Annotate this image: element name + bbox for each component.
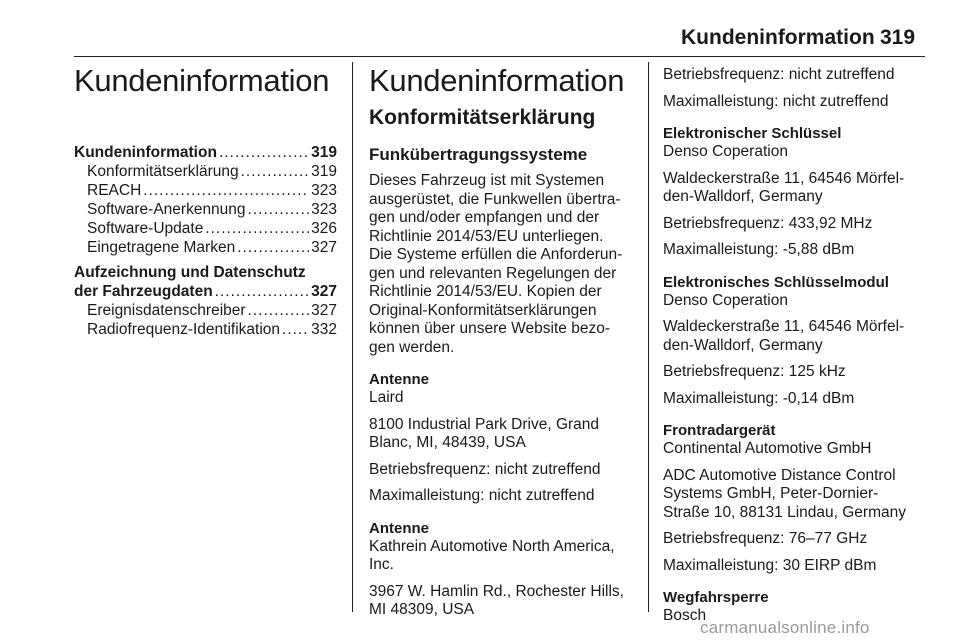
toc-entry[interactable] xyxy=(74,219,337,238)
toc-label: Konformitätserklärung xyxy=(87,163,239,180)
frequency: Betriebsfrequenz: 125 kHz xyxy=(663,363,846,380)
frequency: Betriebsfrequenz: nicht zutreffend xyxy=(369,460,601,478)
toc-leader xyxy=(282,320,309,339)
manufacturer: Kathrein Automotive North America, Inc. xyxy=(369,537,615,573)
topic-heading: Funkübertragungssysteme xyxy=(369,145,588,164)
toc-entry-line1[interactable]: Aufzeichnung und Datenschutz xyxy=(74,264,306,281)
toc-entry[interactable] xyxy=(74,162,337,181)
column-divider-2 xyxy=(648,62,649,612)
key-module-block xyxy=(663,274,928,409)
component-label: Antenne xyxy=(369,519,429,537)
toc-page: 332 xyxy=(311,321,337,338)
toc-page: 327 xyxy=(311,302,337,319)
toc-leader xyxy=(143,181,309,200)
toc-leader xyxy=(205,219,309,238)
content-column-2 xyxy=(369,62,635,620)
toc-leader xyxy=(219,143,309,162)
toc-page: 319 xyxy=(311,144,337,161)
manufacturer: Continental Automotive GmbH xyxy=(663,440,872,457)
toc-page: 323 xyxy=(311,182,337,199)
toc-label: der Fahrzeugdaten xyxy=(74,283,213,300)
component-label: Elektronischer Schlüssel xyxy=(663,125,842,142)
max-power: Maximalleistung: -0,14 dBm xyxy=(663,389,855,407)
toc-label: Radiofrequenz-Identifikation xyxy=(87,321,281,338)
component-label: Frontradargerät xyxy=(663,422,776,439)
toc-leader xyxy=(241,162,310,181)
front-radar-block xyxy=(663,422,928,575)
toc-page: 326 xyxy=(311,220,337,237)
header-rule xyxy=(74,56,925,57)
toc-entry[interactable] xyxy=(74,301,337,320)
toc-entry[interactable] xyxy=(74,238,337,257)
toc-page: 319 xyxy=(311,163,337,180)
address: Waldeckerstraße 11, 64546 Mörfel- den-Walldorf, Germany xyxy=(663,169,905,205)
intro-paragraph: Dieses Fahrzeug ist mit Systemen ausgerüstet, die Funkwellen übertra- gen und/oder empfangen und der Richtlinie 2014/53/EU unterliegen. Die Systeme erfüllen die Anforderun- gen und relevanten Regelungen der Richtlinie 2014/53/EU. Kopien der Original-Konformitätserklärungen können über unsere Website bezo- gen werden. xyxy=(369,172,623,356)
antenna-laird-block xyxy=(369,371,635,506)
address: ADC Automotive Distance Control Systems GmbH, Peter-Dornier- Straße 10, 88131 Lindau, Germany xyxy=(663,466,906,521)
toc-page: 327 xyxy=(311,239,337,256)
toc-label: Kundeninformation xyxy=(74,144,217,161)
manufacturer: Denso Coperation xyxy=(663,291,788,309)
section-title: Kundeninformation xyxy=(369,63,625,98)
table-of-contents xyxy=(74,143,337,339)
component-label: Antenne xyxy=(369,371,429,388)
toc-page: 323 xyxy=(311,201,337,218)
toc-label: Eingetragene Marken xyxy=(87,239,236,256)
max-power: Maximalleistung: nicht zutreffend xyxy=(663,92,889,110)
frequency: Betriebsfrequenz: nicht zutreffend xyxy=(663,66,895,83)
page-number: 319 xyxy=(880,26,916,49)
toc-label: Software-Update xyxy=(87,220,204,237)
max-power: Maximalleistung: nicht zutreffend xyxy=(369,487,595,504)
address: Waldeckerstraße 11, 64546 Mörfel- den-Walldorf, Germany xyxy=(663,318,905,354)
frequency: Betriebsfrequenz: 433,92 MHz xyxy=(663,214,873,232)
toc-entry[interactable] xyxy=(74,181,337,200)
toc-label: Ereignisdatenschreiber xyxy=(87,302,246,319)
max-power: Maximalleistung: 30 EIRP dBm xyxy=(663,556,877,574)
toc-entry[interactable] xyxy=(74,200,337,219)
frequency: Betriebsfrequenz: 76–77 GHz xyxy=(663,530,868,547)
address: 3967 W. Hamlin Rd., Rochester Hills, MI 48309, USA xyxy=(369,582,624,618)
manufacturer: Bosch xyxy=(663,607,707,624)
toc-leader xyxy=(237,238,309,257)
page-header xyxy=(0,24,960,54)
toc-label: REACH xyxy=(87,182,142,199)
header-title: Kundeninformation xyxy=(681,26,875,49)
toc-entry[interactable] xyxy=(74,282,337,301)
toc-label: Software-Anerkennung xyxy=(87,201,246,218)
content-column-3 xyxy=(663,62,928,626)
subsection-title: Konformitätserklärung xyxy=(369,106,596,129)
electronic-key-block xyxy=(663,125,928,260)
toc-leader xyxy=(248,200,310,219)
toc-leader xyxy=(248,301,310,320)
component-label: Wegfahrsperre xyxy=(663,589,769,606)
watermark-text: carmanualsonline.info xyxy=(700,618,870,637)
toc-entry[interactable] xyxy=(74,143,337,162)
toc-page: 327 xyxy=(311,283,337,300)
toc-leader xyxy=(215,282,309,301)
component-label: Elektronisches Schlüsselmodul xyxy=(663,273,889,291)
address: 8100 Industrial Park Drive, Grand Blanc, MI, 48439, USA xyxy=(369,415,600,451)
toc-column xyxy=(74,62,337,339)
manufacturer: Denso Coperation xyxy=(663,143,788,160)
chapter-title: Kundeninformation xyxy=(74,63,330,98)
column-divider-1 xyxy=(352,62,353,612)
max-power: Maximalleistung: -5,88 dBm xyxy=(663,241,855,258)
antenna-kathrein-block xyxy=(369,520,635,620)
toc-entry[interactable] xyxy=(74,320,337,339)
manufacturer: Laird xyxy=(369,389,404,406)
